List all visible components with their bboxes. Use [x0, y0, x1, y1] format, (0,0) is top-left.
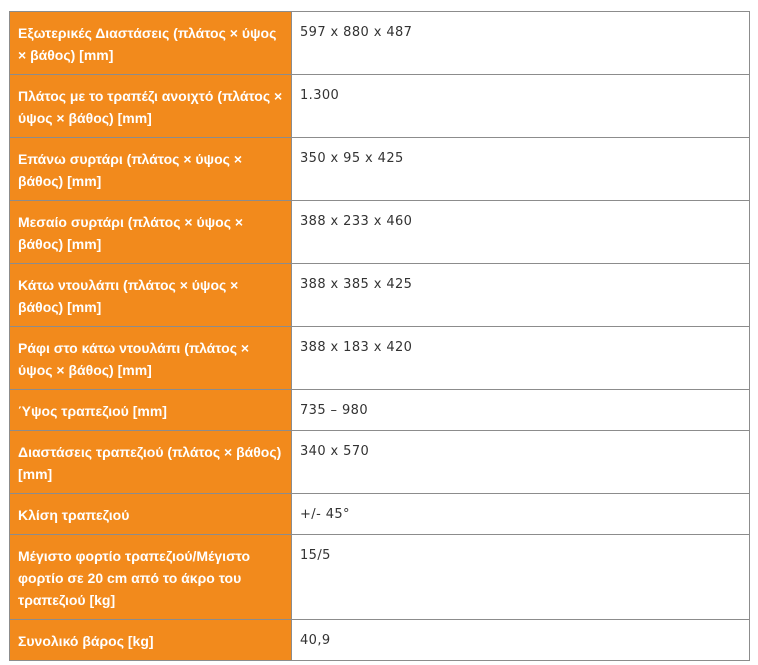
spec-label: Ράφι στο κάτω ντουλάπι (πλάτος × ύψος × βάθος) [mm] — [10, 327, 292, 390]
spec-label: Συνολικό βάρος [kg] — [10, 620, 292, 661]
spec-value: 388 x 385 x 425 — [292, 264, 750, 327]
spec-value: 40,9 — [292, 620, 750, 661]
table-row — [10, 138, 750, 201]
spec-label: Μεσαίο συρτάρι (πλάτος × ύψος × βάθος) [mm] — [10, 201, 292, 264]
spec-value: 350 x 95 x 425 — [292, 138, 750, 201]
table-row — [10, 431, 750, 494]
spec-value: 388 x 233 x 460 — [292, 201, 750, 264]
spec-value: 735 – 980 — [292, 390, 750, 431]
spec-value: 597 x 880 x 487 — [292, 12, 750, 75]
spec-label: Διαστάσεις τραπεζιού (πλάτος × βάθος) [mm] — [10, 431, 292, 494]
spec-label: Κλίση τραπεζιού — [10, 494, 292, 535]
table-row — [10, 327, 750, 390]
table-row — [10, 494, 750, 535]
table-row — [10, 264, 750, 327]
table-row — [10, 75, 750, 138]
spec-label: Μέγιστο φορτίο τραπεζιού/Μέγιστο φορτίο σε 20 cm από το άκρο του τραπεζιού [kg] — [10, 535, 292, 620]
spec-label: Επάνω συρτάρι (πλάτος × ύψος × βάθος) [mm] — [10, 138, 292, 201]
table-row — [10, 535, 750, 620]
table-row — [10, 390, 750, 431]
spec-value: 1.300 — [292, 75, 750, 138]
table-row — [10, 12, 750, 75]
table-row — [10, 201, 750, 264]
spec-value: 15/5 — [292, 535, 750, 620]
specifications-table — [9, 11, 750, 661]
spec-label: Εξωτερικές Διαστάσεις (πλάτος × ύψος × βάθος) [mm] — [10, 12, 292, 75]
table-row — [10, 620, 750, 661]
spec-value: +/- 45° — [292, 494, 750, 535]
spec-value: 340 x 570 — [292, 431, 750, 494]
spec-label: Πλάτος με το τραπέζι ανοιχτό (πλάτος × ύψος × βάθος) [mm] — [10, 75, 292, 138]
spec-label: Κάτω ντουλάπι (πλάτος × ύψος × βάθος) [mm] — [10, 264, 292, 327]
spec-label: Ύψος τραπεζιού [mm] — [10, 390, 292, 431]
spec-value: 388 x 183 x 420 — [292, 327, 750, 390]
